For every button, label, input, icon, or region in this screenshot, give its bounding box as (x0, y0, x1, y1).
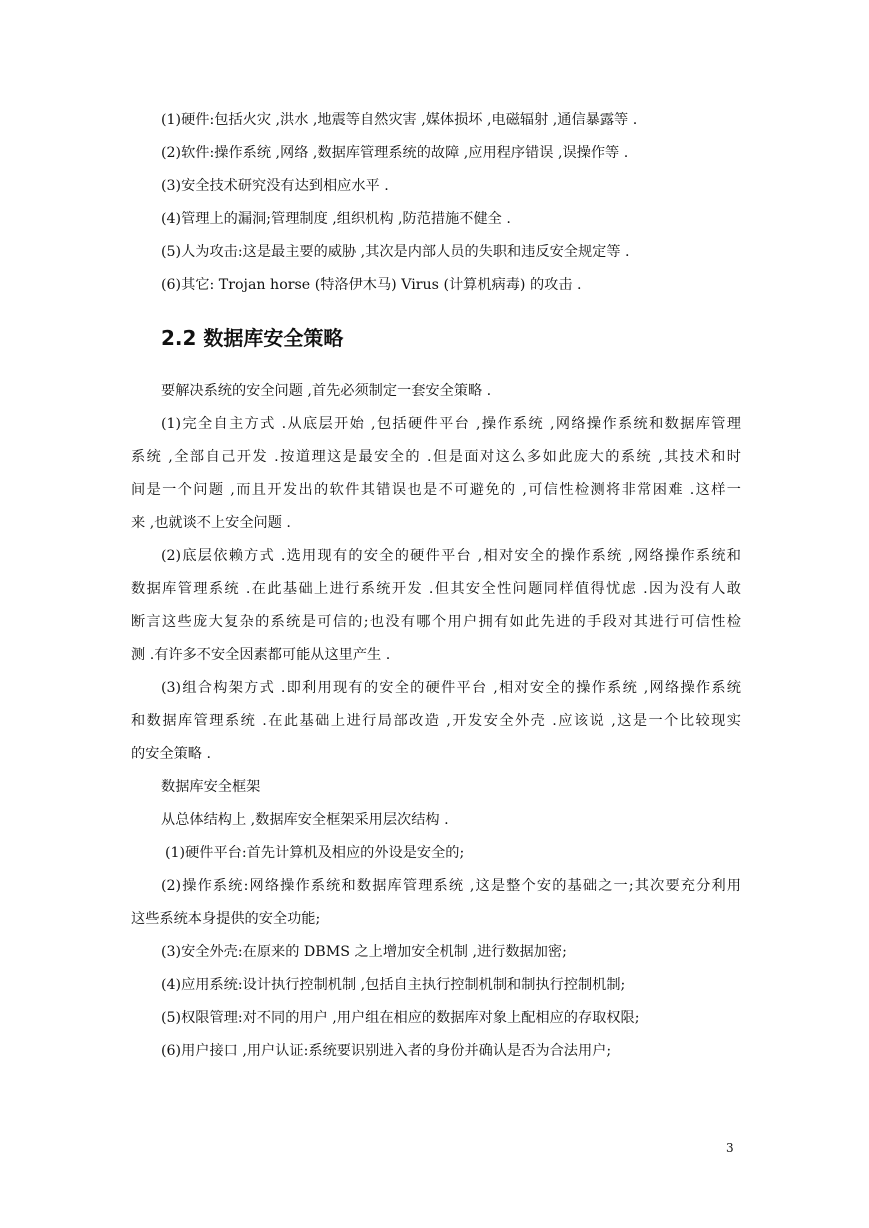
section-intro: 要解决系统的安全问题 ,首先必须制定一套安全策略 . (161, 383, 492, 399)
paragraph-line: (3)组合构架方式 .即利用现有的安全的硬件平台 ,相对安全的操作系统 ,网络操作系统 (161, 680, 741, 696)
paragraph-line: 和数据库管理系统 .在此基础上进行局部改造 ,开发安全外壳 .应该说 ,这是一个比较现实 (131, 713, 741, 729)
framework-item-user-interface: (6)用户接口 ,用户认证:系统要识别进入者的身份并确认是否为合法用户; (161, 1043, 612, 1059)
framework-item-shell: (3)安全外壳:在原来的 DBMS 之上增加安全机制 ,进行数据加密; (161, 944, 567, 960)
threat-item-technology: (3)安全技术研究没有达到相应水平 . (161, 178, 389, 194)
framework-title: 数据库安全框架 (161, 779, 261, 795)
paragraph-line: (2)底层依赖方式 .选用现有的安全的硬件平台 ,相对安全的操作系统 ,网络操作系统和 (161, 548, 741, 564)
framework-item-os-continued: 这些系统本身提供的安全功能; (131, 911, 321, 927)
paragraph-line: 来 ,也就谈不上安全问题 . (131, 515, 291, 531)
framework-list (131, 837, 741, 1068)
strategy-paragraph-1 (131, 408, 741, 540)
threat-item-human-attack: (5)人为攻击:这是最主要的威胁 ,其次是内部人员的失职和违反安全规定等 . (161, 244, 630, 260)
paragraph-line: (1)完全自主方式 .从底层开始 ,包括硬件平台 ,操作系统 ,网络操作系统和数据库管理 (161, 416, 741, 432)
paragraph-line: 间是一个问题 ,而且开发出的软件其错误也是不可避免的 ,可信性检测将非常困难 .这样一 (131, 482, 741, 498)
threat-list (131, 104, 741, 302)
threat-item-hardware: (1)硬件:包括火灾 ,洪水 ,地震等自然灾害 ,媒体损坏 ,电磁辐射 ,通信暴露等 . (161, 112, 638, 128)
strategy-paragraph-3 (131, 672, 741, 771)
page-content (131, 104, 741, 1068)
section-heading: 2.2 数据库安全策略 (161, 326, 344, 350)
paragraph-line: 断言这些庞大复杂的系统是可信的;也没有哪个用户拥有如此先进的手段对其进行可信性检 (131, 614, 741, 630)
threat-item-other: (6)其它: Trojan horse (特洛伊木马) Virus (计算机病毒) 的攻击 . (161, 277, 582, 293)
strategy-paragraph-2 (131, 540, 741, 672)
paragraph-line: 的安全策略 . (131, 746, 211, 762)
paragraph-line: 数据库管理系统 .在此基础上进行系统开发 .但其安全性问题同样值得忧虑 .因为没有人敢 (131, 581, 741, 597)
framework-item-application: (4)应用系统:设计执行控制机制 ,包括自主执行控制机制和制执行控制机制; (161, 977, 626, 993)
paragraph-line: 系统 ,全部自己开发 .按道理这是最安全的 .但是面对这么多如此庞大的系统 ,其技术和时 (131, 449, 741, 465)
threat-item-software: (2)软件:操作系统 ,网络 ,数据库管理系统的故障 ,应用程序错误 ,误操作等 . (161, 145, 629, 161)
framework-item-hardware: (1)硬件平台:首先计算机及相应的外设是安全的; (165, 845, 465, 861)
framework-intro: 从总体结构上 ,数据库安全框架采用层次结构 . (161, 812, 449, 828)
threat-item-management: (4)管理上的漏洞;管理制度 ,组织机构 ,防范措施不健全 . (161, 211, 511, 227)
paragraph-line: 测 .有许多不安全因素都可能从这里产生 . (131, 647, 391, 663)
framework-item-permissions: (5)权限管理:对不同的用户 ,用户组在相应的数据库对象上配相应的存取权限; (161, 1010, 640, 1026)
page-number: 3 (726, 1141, 734, 1155)
framework-item-os: (2)操作系统:网络操作系统和数据库管理系统 ,这是整个安的基础之一;其次要充分利用 (161, 878, 741, 894)
